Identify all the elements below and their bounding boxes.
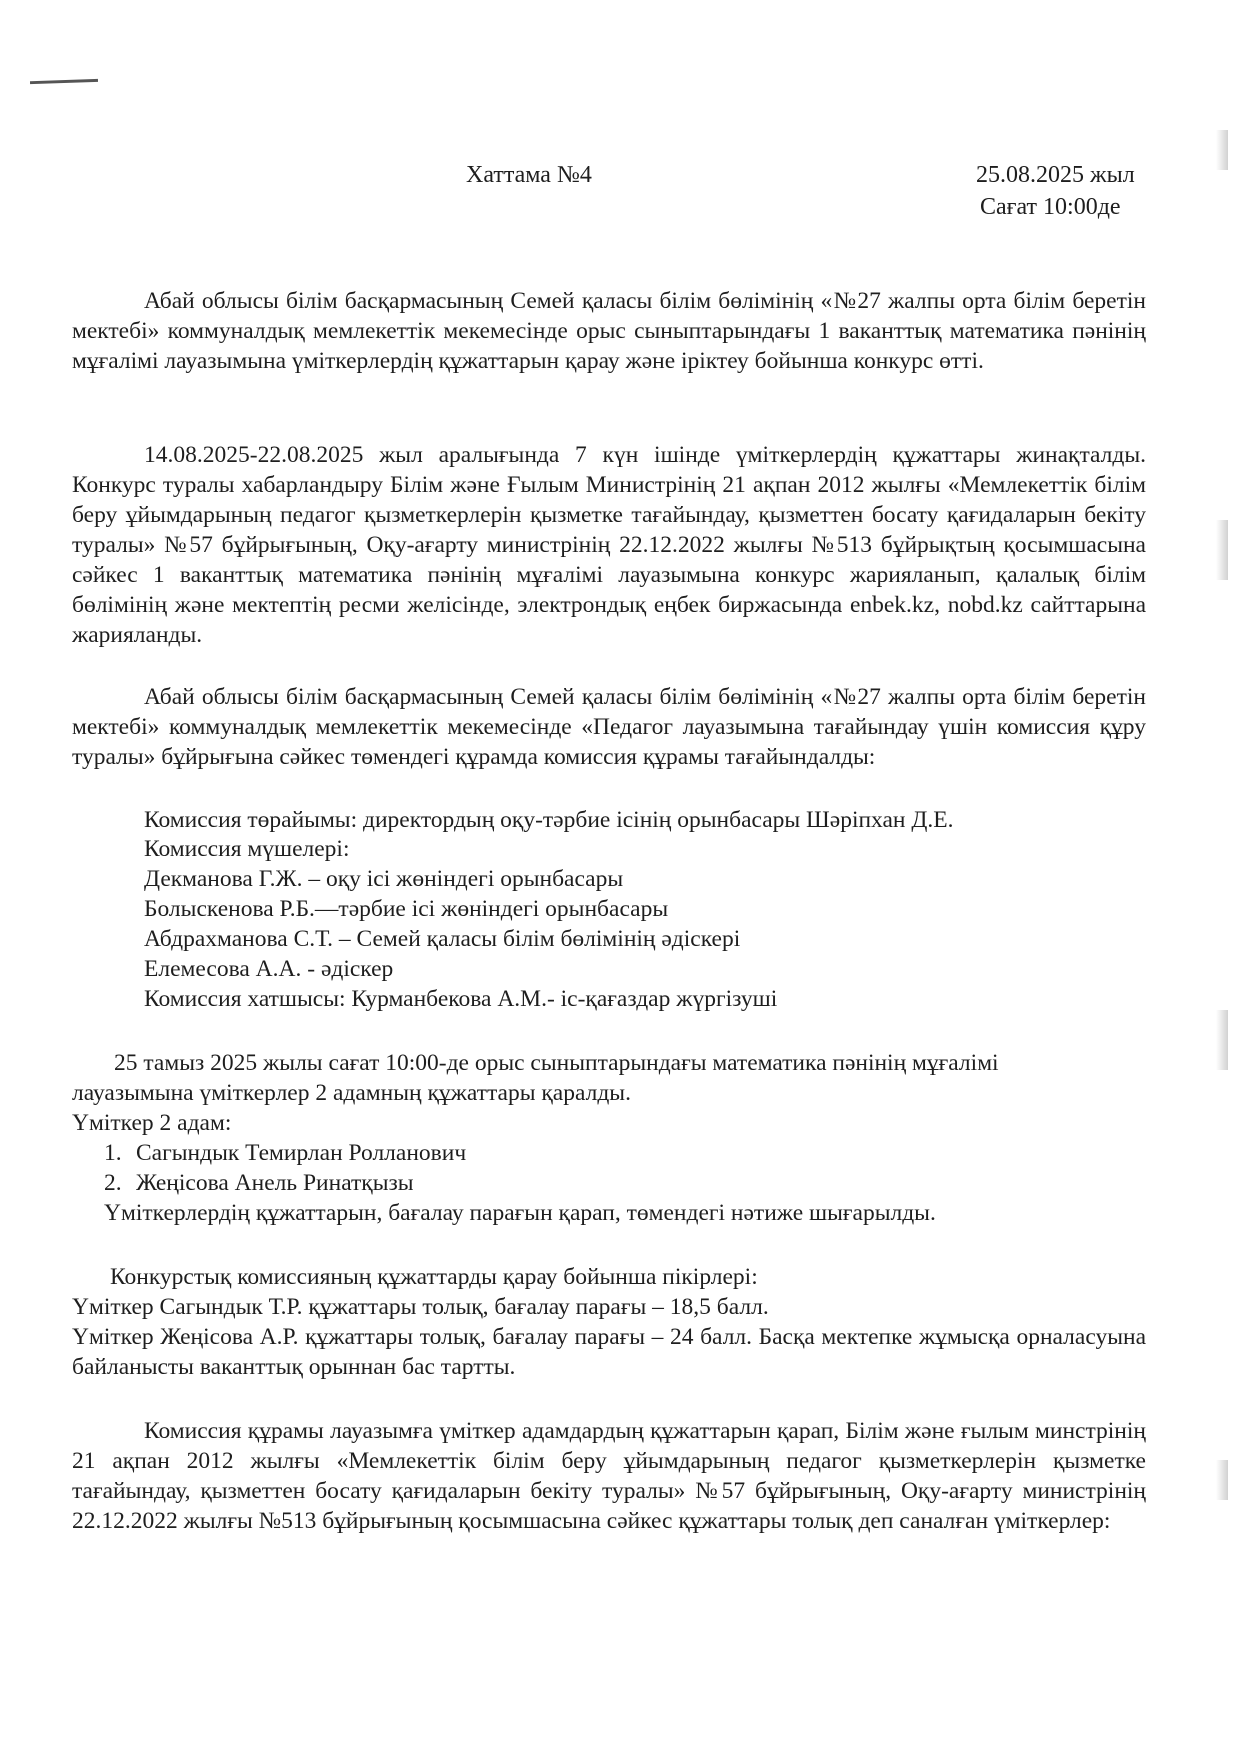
commission-secretary: Комиссия хатшысы: Курманбекова А.М.- іс-қағаздар жүргізуші [144,986,778,1012]
commission-chair: Комиссия төрайымы: директордың оқу-тәрбие ісінің орынбасары Шәріпхан Д.Е. [144,807,954,833]
candidate-opinion: Үміткер Сагындык Т.Р. құжаттары толық, бағалау парағы – 18,5 балл. [72,1294,769,1320]
commission-member: Абдрахманова С.Т. – Семей қаласы білім бөлімінің әдіскері [144,926,741,952]
candidate-name: Сагындык Темирлан Ролланович [136,1140,467,1166]
candidate-item [104,1168,414,1198]
candidate-item [104,1138,466,1168]
candidate-opinion: Үміткер Жеңісова А.Р. құжаттары толық, бағалау парағы – 24 балл. Басқа мектепке жұмысқа орналасуына байланысты вакантты​қ орыннан бас тартты. [72,1324,1146,1380]
meeting-line: лауазымына үміткерлер 2 адамның құжаттары қаралды. [72,1080,631,1106]
commission-member: Елемесова А.А. - әдіскер [144,956,394,982]
commission-member: Декманова Г.Ж. – оқу ісі жөніндегі орынбасары [144,866,624,892]
document-date: 25.08.2025 жыл [976,162,1135,188]
announcement-paragraph: 14.08.2025-22.08.2025 жыл аралығында 7 күн ішінде үміткерлердің құжаттары жинақталды. Конкурс туралы хабарландыру Білім және Ғылым Министрінің 21 ақпан 2012 жылғы «Мемлекеттік білім беру ұйымдарының педагог қызметкерлерін қызметке тағайындау, қызметтен босату қағидаларын бекіту туралы» №57 бұйрығының, Оқу-ағарту министрінің 22.12.2022 жылғы №513 бұйрықтың қосымшасына сәйкес 1 вакантты​қ математика пәнінің мұғалімі лауазымына конкурс жарияланып, қалалық білім бөлімінің және мектептің ресми желісінде, электрондық еңбек биржасында enbek.kz, nobd.kz сайттарына жарияланды. [72,442,1146,648]
commission-member: Болыскенова Р.Б.—тәрбие ісі жөніндегі орынбасары [144,896,669,922]
scan-edge-shadow [1216,1460,1228,1500]
intro-paragraph: Абай облысы білім басқармасының Семей қаласы білім бөлімінің «№27 жалпы орта білім беретін мектебі» коммуналдық мемлекеттік мекемесінде орыс сыныптарындағы 1 вакантты​қ математика пәнінің мұғалімі лауазымына үміткерлердің құжаттарын қарау және іріктеу бойынша конкурс өтті. [72,288,1146,374]
meeting-line: 25 тамыз 2025 жылы сағат 10:00-де орыс сыныптарындағы математика пәнінің мұғалімі [114,1050,999,1076]
opinions-label: Конкурстық комиссияның құжаттарды қарау бойынша пікірлері: [110,1264,758,1290]
candidate-number: 2. [104,1170,122,1196]
candidate-count: Үміткер 2 адам: [72,1110,232,1136]
candidate-number: 1. [104,1140,122,1166]
document-title: Хаттама №4 [466,162,592,188]
result-line: Үміткерлердің құжаттарын, бағалау парағын қарап, төмендегі нәтиже шығарылды. [104,1200,936,1226]
scan-edge-shadow [1216,520,1228,580]
scan-mark [30,79,98,84]
conclusion-paragraph: Комиссия құрамы лауазымға үміткер адамдардың құжаттарын қарап, Білім және ғылым минстрінің 21 ақпан 2012 жылғы «Мемлекеттік білім беру ұйымдарының педагог қызметкерлерін қызметке тағайындау, қызметтен босату қағидаларын бекіту туралы» №57 бұйрығының, Оқу-ағарту министрінің 22.12.2022 жылғы №513 бұйрығының қосымшасына сәйкес құжаттары толық деп саналған үміткерлер: [72,1418,1146,1534]
commission-paragraph: Абай облысы білім басқармасының Семей қаласы білім бөлімінің «№27 жалпы орта білім беретін мектебі» коммуналдық мемлекеттік мекемесінде «Педагог лауазымына тағайындау үшін комиссия құру туралы» бұйрығына сәйкес төмендегі құрамда комиссия құрамы тағайындалды: [72,684,1146,770]
scan-edge-shadow [1216,1010,1228,1070]
candidate-name: Жеңісова Анель Ринатқызы [136,1170,414,1196]
commission-members-label: Комиссия мүшелері: [144,836,350,862]
document-time: Сағат 10:00де [980,194,1121,220]
scan-edge-shadow [1216,130,1228,170]
